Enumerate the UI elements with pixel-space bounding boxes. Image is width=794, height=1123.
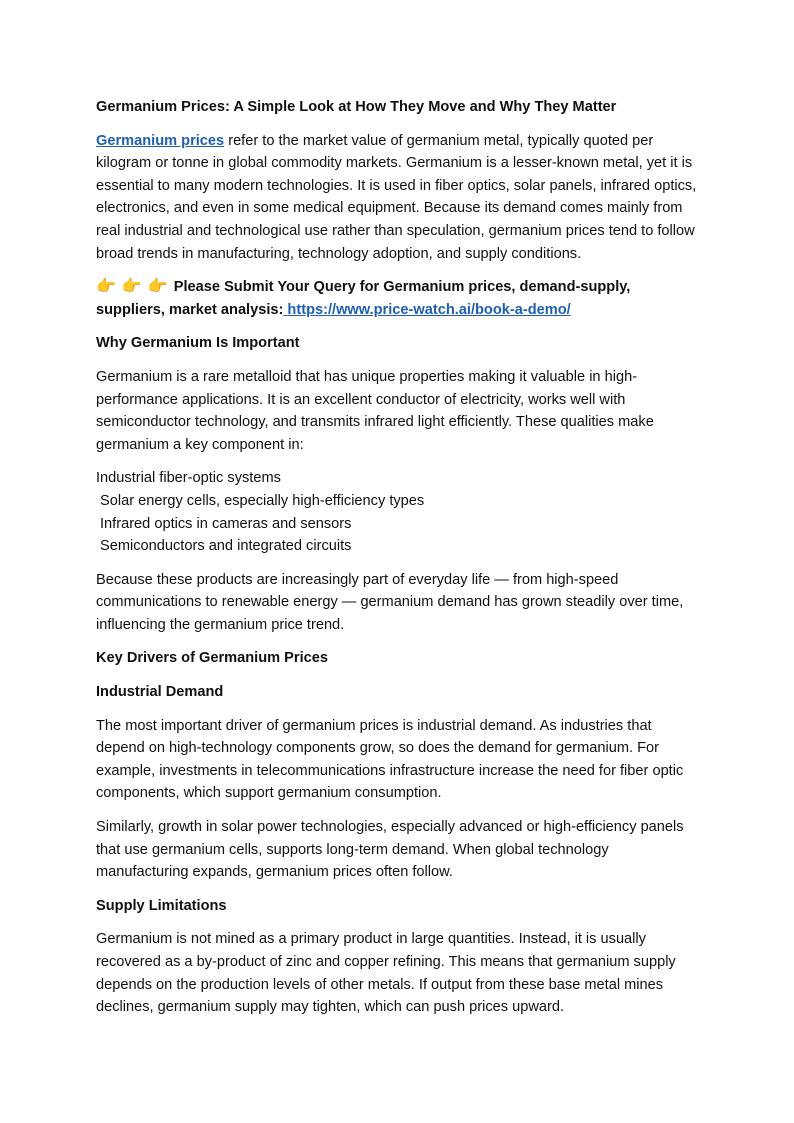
- list-item: Semiconductors and integrated circuits: [100, 538, 352, 555]
- industrial-paragraph-1: The most important driver of germanium prices is industrial demand. As industries that depend on high-technology components grow, so does the demand for germanium. For example, investments in telecommunications infrastructure increase the need for fiber optic components, which support germanium consumption.: [96, 717, 684, 802]
- intro-text: refer to the market value of germanium metal, typically quoted per kilogram or tonne in global commodity markets. Germanium is a lesser-known metal, yet it is essential to many modern technologies. It is used in fiber optics, solar panels, infrared optics, electronics, and even in some medical equipment. Because its demand comes mainly from real industrial and technological use rather than speculation, germanium prices tend to follow broad trends in manufacturing, technology adoption, and supply conditions.: [96, 132, 697, 262]
- list-item: Infrared optics in cameras and sensors: [100, 515, 352, 532]
- list-item: Industrial fiber-optic systems: [96, 470, 281, 487]
- pointing-hand-icon: 👉: [147, 278, 168, 296]
- why-heading: Why Germanium Is Important: [96, 335, 300, 352]
- industrial-demand-heading: Industrial Demand: [96, 684, 224, 701]
- cta-paragraph: [96, 276, 698, 321]
- document-body: [96, 96, 698, 1019]
- book-demo-link[interactable]: https://www.price-watch.ai/book-a-demo/: [283, 301, 571, 318]
- drivers-heading: Key Drivers of Germanium Prices: [96, 650, 328, 667]
- intro-paragraph: [96, 130, 698, 266]
- industrial-paragraph-2: Similarly, growth in solar power technologies, especially advanced or high-efficiency panels that use germanium cells, supports long-term demand. When global technology manufacturing expands, germanium prices often follow.: [96, 819, 684, 881]
- why-paragraph: Germanium is a rare metalloid that has unique properties making it valuable in high-performance applications. It is an excellent conductor of electricity, works well with semiconductor technology, and transmits infrared light efficiently. These qualities make germanium a key component in:: [96, 368, 654, 453]
- germanium-prices-link[interactable]: Germanium prices: [96, 132, 225, 149]
- supply-paragraph: Germanium is not mined as a primary product in large quantities. Instead, it is usually recovered as a by-product of zinc and copper refining. This means that germanium supply depends on the production levels of other metals. If output from these base metal mines declines, germanium supply may tighten, which can push prices upward.: [96, 931, 676, 1016]
- supply-heading: Supply Limitations: [96, 897, 227, 914]
- list-item: Solar energy cells, especially high-efficiency types: [100, 492, 425, 509]
- because-paragraph: Because these products are increasingly part of everyday life — from high-speed communications to renewable energy — germanium demand has grown steadily over time, influencing the germanium price trend.: [96, 571, 684, 633]
- document-title: Germanium Prices: A Simple Look at How They Move and Why They Matter: [96, 99, 617, 115]
- cta-text: Please Submit Your Query for Germanium prices, demand-supply, suppliers, market analysis:: [96, 279, 631, 318]
- application-list: [96, 467, 698, 557]
- pointing-hand-icon: 👉: [96, 278, 116, 296]
- pointing-hand-icon: 👉: [121, 278, 142, 296]
